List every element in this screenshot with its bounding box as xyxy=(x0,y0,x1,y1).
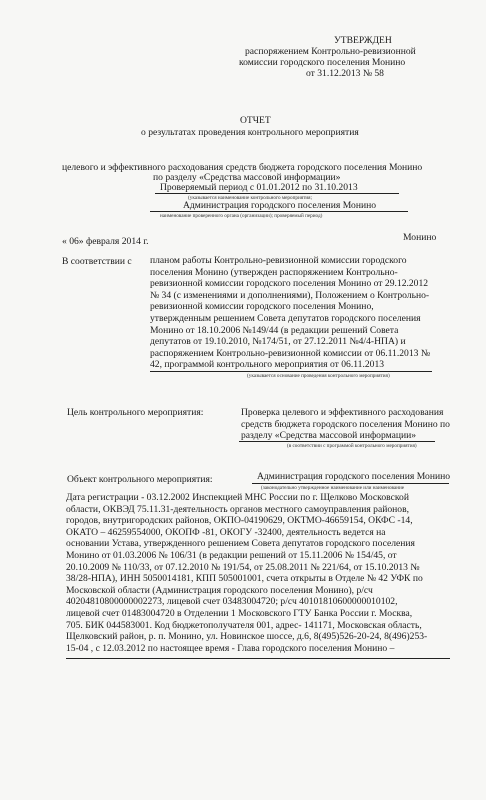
basis-line: поселения Монино (утвержден распоряжением Контрольно- xyxy=(150,266,398,278)
divider xyxy=(239,441,435,442)
object-line: 20.10.2009 № 110/33, от 07.12.2010 № 191/54, от 25.08.2011 № 221/64, от 15.10.2013 № xyxy=(66,561,420,573)
object-line: 38/28-НПА), ИНН 5050014181, КПП 505001001, счета открыты в Отделе № 42 УФК по xyxy=(66,573,423,585)
caption-event: (указывается наименование контрольного мероприятия; xyxy=(188,195,313,201)
object-line: Щелковский район, р. п. Монино, ул. Новинское шоссе, д.6, 8(495)526-20-24, 8(496)253- xyxy=(66,631,428,643)
report-period: Проверяемый период с 01.01.2012 по 31.10.2013 xyxy=(160,182,358,193)
basis-line: депутатов от 19.10.2010, №174/51, от 27.12.2011 №4/4-НПА) и xyxy=(150,336,406,348)
approval-line-3: от 31.12.2013 № 58 xyxy=(306,68,384,79)
object-line: городов, внутригородских районов, ОКПО-04190629, ОКТМО-46659154, ОКФС -14, xyxy=(66,515,413,527)
object-line: лицевой счет 01483004720 в Отделении 1 Московского ГТУ Банка России г. Москва, xyxy=(66,607,413,619)
basis-line: распоряжением Контрольно-ревизионной комиссии от 06.11.2013 № xyxy=(150,347,430,359)
object-line: Дата регистрации - 03.12.2002 Инспекцией МНС России по г. Щелково Московской xyxy=(66,492,409,503)
divider xyxy=(150,211,408,212)
divider xyxy=(66,658,450,659)
report-topic-line-1: целевого и эффективного расходования средств бюджета городского поселения Монино xyxy=(62,162,423,173)
goal-caption: (в соответствии с программой контрольного мероприятия) xyxy=(287,443,417,449)
approval-title: УТВЕРЖДЕН xyxy=(334,35,392,46)
object-line: 40204810800000002273, лицевой счет 03483004720; р/сч 40101810600000010102, xyxy=(66,596,398,608)
basis-line: Монино от 18.10.2006 №149/44 (в редакции решений Совета xyxy=(150,324,399,336)
goal-text xyxy=(241,407,450,442)
object-line: Монино от 01.03.2006 № 106/31 (в редакции решений от 15.11.2006 № 154/45, от xyxy=(66,549,397,561)
basis-line: ревизионной комиссии городского поселения Монино, xyxy=(150,301,374,313)
approval-line-1: распоряжением Контрольно-ревизионной xyxy=(245,46,416,57)
object-value: Администрация городского поселения Монино xyxy=(257,471,451,482)
object-line: основании Устава, утвержденного решением Совета депутатов городского поселения xyxy=(66,538,415,550)
goal-line: средств бюджета городского поселения Монино по xyxy=(241,418,450,430)
basis-line: планом работы Контрольно-ревизионной комиссии городского xyxy=(150,255,407,266)
basis-line: 42, программой контрольного мероприятия от 06.11.2013 xyxy=(150,359,385,371)
basis-caption: (указывается основание проведения контрольного мероприятия) xyxy=(247,373,390,379)
basis-label: В соответствии с xyxy=(62,256,132,267)
caption-organization: наименование проверенного органа (организации); проверяемый период) xyxy=(160,213,323,219)
object-line: 705. БИК 044583001. Код бюджетополучателя 001, адрес- 141171, Московская область, xyxy=(66,619,422,631)
object-line: ОКАТО – 46259554000, ОКОПФ -81, ОКОГУ -32400, деятельность ведется на xyxy=(66,526,386,538)
divider xyxy=(155,193,399,194)
divider xyxy=(150,371,432,372)
object-caption: (законодательно утвержденное наименование или наименование xyxy=(261,485,405,491)
basis-text xyxy=(150,255,432,371)
object-details xyxy=(66,492,446,654)
object-label: Объект контрольного мероприятия: xyxy=(67,474,213,485)
report-title: ОТЧЕТ xyxy=(240,115,271,126)
goal-line: разделу «Средства массовой информации» xyxy=(241,430,417,442)
basis-line: утвержденным решением Совета депутатов городского поселения xyxy=(150,312,421,324)
report-organization: Администрация городского поселения Монино xyxy=(183,200,377,211)
goal-line: Проверка целевого и эффективного расходования xyxy=(241,407,444,418)
approval-line-2: комиссии городского поселения Монино xyxy=(239,57,406,68)
report-topic-line-2: по разделу «Средства массовой информации» xyxy=(153,172,341,183)
object-line: 15-04 , с 12.03.2012 по настоящее время - Глава городского поселения Монино – xyxy=(66,642,395,654)
basis-line: ревизионной комиссии городского поселения Монино от 29.12.2012 xyxy=(150,278,429,290)
goal-label: Цель контрольного мероприятия: xyxy=(67,407,204,418)
report-city: Монино xyxy=(403,232,437,243)
divider xyxy=(252,483,449,484)
report-subtitle: о результатах проведения контрольного мероприятия xyxy=(141,127,359,138)
basis-line: № 34 (с изменениями и дополнениями), Положением о Контрольно- xyxy=(150,289,430,301)
report-date: « 06» февраля 2014 г. xyxy=(62,236,149,247)
object-line: области, ОКВЭД 75.11.31-деятельность органов местного самоуправления районов, xyxy=(66,503,410,515)
object-line: Московской области (Администрация городского поселения Монино), р/сч xyxy=(66,584,373,596)
